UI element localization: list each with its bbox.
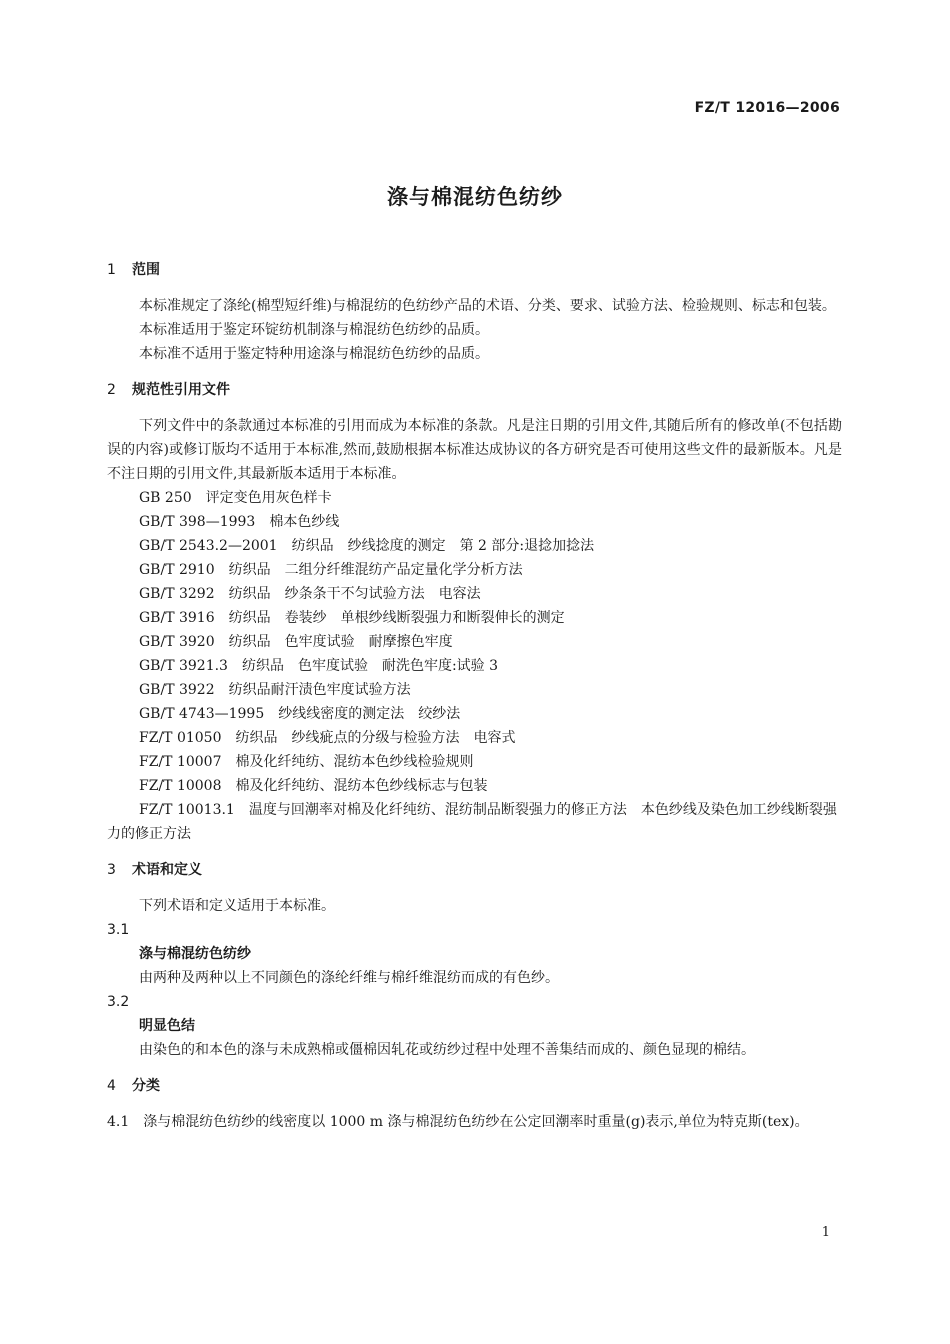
document-body [107, 258, 842, 1134]
term-definition: 由染色的和本色的涤与未成熟棉或僵棉因轧花或纺纱过程中处理不善集结而成的、颜色显现的棉结。 [139, 1042, 755, 1058]
paragraph: 下列文件中的条款通过本标准的引用而成为本标准的条款。凡是注日期的引用文件,其随后所有的修改单(不包括勘误的内容)或修订版均不适用于本标准,然而,鼓励根据本标准达成协议的各方研究是否可使用这些文件的最新版本。凡是不注日期的引用文件,其最新版本适用于本标准。 [107, 418, 842, 482]
section-4-heading [107, 1074, 842, 1098]
standard-code: FZ/T 12016—2006 [694, 100, 840, 116]
reference-item: GB 250 评定变色用灰色样卡 [139, 490, 332, 506]
subclause-number: 3.1 [107, 922, 130, 938]
reference-item: GB/T 3921.3 纺织品 色牢度试验 耐洗色牢度:试验 3 [139, 658, 499, 674]
reference-item: GB/T 2910 纺织品 二组分纤维混纺产品定量化学分析方法 [139, 562, 523, 578]
section-number: 1 [107, 262, 116, 278]
reference-item: FZ/T 01050 纺织品 纱线疵点的分级与检验方法 电容式 [139, 730, 516, 746]
reference-item: GB/T 398—1993 棉本色纱线 [139, 514, 340, 530]
reference-item: GB/T 3916 纺织品 卷装纱 单根纱线断裂强力和断裂伸长的测定 [139, 610, 565, 626]
section-number: 3 [107, 862, 116, 878]
section-3-heading [107, 858, 842, 882]
section-title: 术语和定义 [132, 862, 202, 878]
section-1-heading [107, 258, 842, 282]
reference-item: GB/T 2543.2—2001 纺织品 纱线捻度的测定 第 2 部分:退捻加捻法 [139, 538, 595, 554]
section-number: 2 [107, 382, 116, 398]
section-title: 规范性引用文件 [132, 382, 230, 398]
paragraph: 本标准适用于鉴定环锭纺机制涤与棉混纺色纺纱的品质。 [139, 322, 489, 338]
paragraph: 本标准不适用于鉴定特种用途涤与棉混纺色纺纱的品质。 [139, 346, 489, 362]
section-2-heading [107, 378, 842, 402]
clause-4-1 [107, 1110, 842, 1134]
reference-item: GB/T 3292 纺织品 纱条条干不匀试验方法 电容法 [139, 586, 481, 602]
reference-item: GB/T 3920 纺织品 色牢度试验 耐摩擦色牢度 [139, 634, 453, 650]
reference-item: GB/T 3922 纺织品耐汗渍色牢度试验方法 [139, 682, 411, 698]
section-number: 4 [107, 1078, 116, 1094]
reference-item: FZ/T 10007 棉及化纤纯纺、混纺本色纱线检验规则 [139, 754, 474, 770]
section-title: 范围 [132, 262, 160, 278]
term-name: 明显色结 [139, 1018, 195, 1034]
subclause-number: 4.1 [107, 1114, 130, 1130]
reference-item: FZ/T 10013.1 温度与回潮率对棉及化纤纯纺、混纺制品断裂强力的修正方法 本色纱线及染色加工纱线断裂强力的修正方法 [107, 802, 837, 842]
clause-text: 涤与棉混纺色纺纱的线密度以 1000 m 涤与棉混纺色纺纱在公定回潮率时重量(g)表示,单位为特克斯(tex)。 [143, 1114, 809, 1130]
term-definition: 由两种及两种以上不同颜色的涤纶纤维与棉纤维混纺而成的有色纱。 [139, 970, 559, 986]
section-title: 分类 [132, 1078, 160, 1094]
document-title: 涤与棉混纺色纺纱 [387, 185, 563, 209]
term-name: 涤与棉混纺色纺纱 [139, 946, 251, 962]
subclause-number: 3.2 [107, 994, 130, 1010]
reference-item: FZ/T 10008 棉及化纤纯纺、混纺本色纱线标志与包装 [139, 778, 488, 794]
reference-item: GB/T 4743—1995 纱线线密度的测定法 绞纱法 [139, 706, 461, 722]
paragraph: 本标准规定了涤纶(棉型短纤维)与棉混纺的色纺纱产品的术语、分类、要求、试验方法、检验规则、标志和包装。 [139, 298, 836, 314]
page-number: 1 [821, 1225, 830, 1240]
paragraph: 下列术语和定义适用于本标准。 [139, 898, 335, 914]
